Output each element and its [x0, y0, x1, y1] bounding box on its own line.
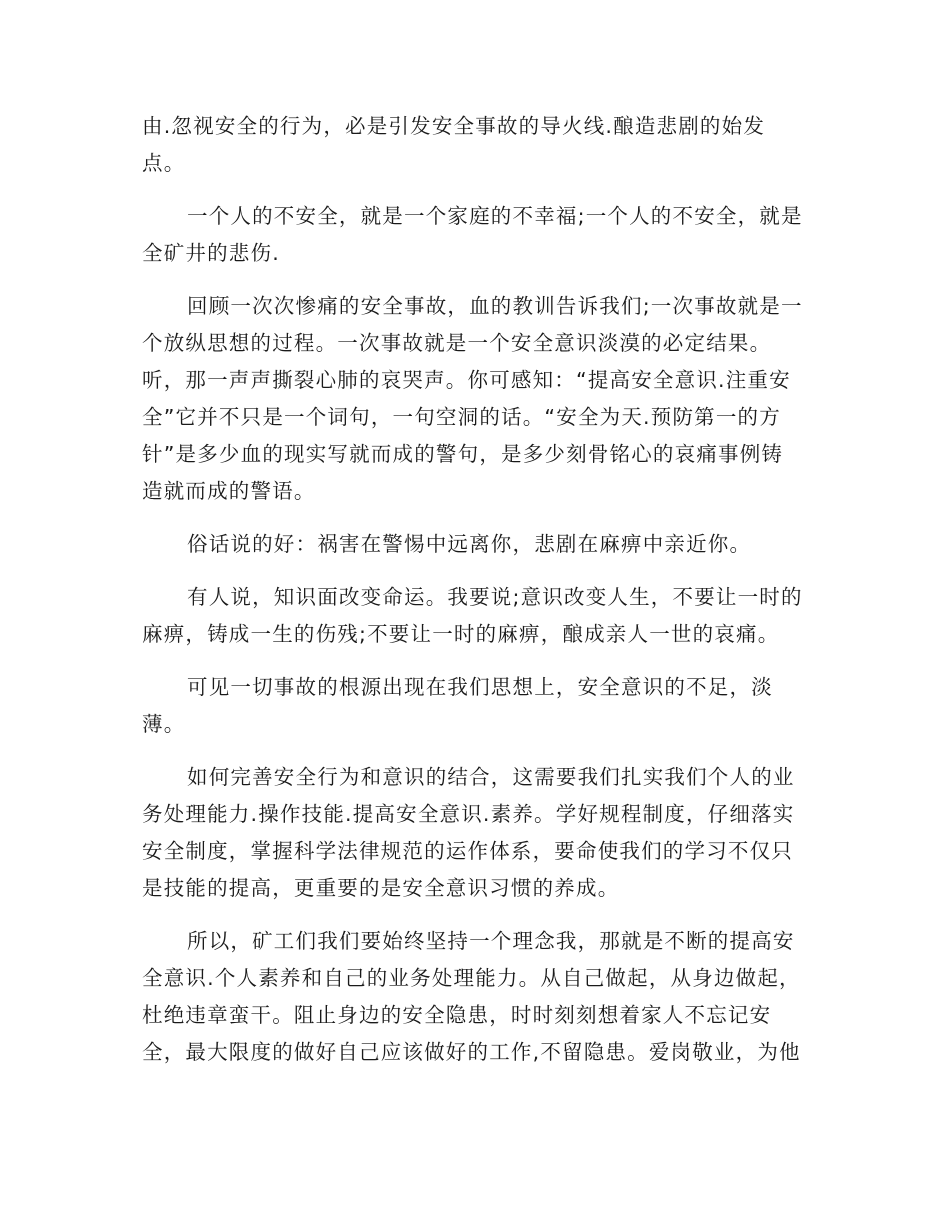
p5-line-1: 有人说，知识面改变命运。我要说;意识改变人生，不要让一时的	[187, 585, 803, 609]
p8-line-3: 杜绝违章蛮干。阻止身边的安全隐患，时时刻刻想着家人不忘记安	[142, 1003, 772, 1027]
p7-line-3: 安全制度，掌握科学法律规范的运作体系，要命使我们的学习不仅只	[142, 839, 793, 863]
p8-line-1: 所以，矿工们我们要始终坚持一个理念我，那就是不断的提高安	[187, 929, 795, 953]
p7-line-1: 如何完善安全行为和意识的结合，这需要我们扎实我们个人的业	[187, 765, 795, 789]
p6-line-1: 可见一切事故的根源出现在我们思想上，安全意识的不足，淡	[187, 675, 773, 699]
p7-line-4: 是技能的提高，更重要的是安全意识习惯的养成。	[142, 876, 620, 900]
p3-line-2: 个放纵思想的过程。一次事故就是一个安全意识淡漠的必定结果。	[142, 331, 772, 355]
p8-line-4: 全，最大限度的做好自己应该做好的工作,不留隐患。爱岗敬业，为他	[142, 1040, 801, 1064]
p1-line-2: 点。	[142, 151, 186, 175]
p2-line-2: 全矿井的悲伤.	[142, 241, 280, 265]
p2-line-1: 一个人的不安全，就是一个家庭的不幸福;一个人的不安全，就是	[187, 204, 803, 228]
p3-line-5: 针”是多少血的现实写就而成的警句，是多少刻骨铭心的哀痛事例铸	[142, 442, 784, 466]
p3-line-1: 回顾一次次惨痛的安全事故，血的教训告诉我们;一次事故就是一	[187, 294, 803, 318]
p1-line-1: 由.忽视安全的行为，必是引发安全事故的导火线.酿造悲剧的始发	[142, 114, 766, 138]
p3-line-4: 全”它并不只是一个词句，一句空洞的话。“安全为天.预防第一的方	[142, 405, 781, 429]
p7-line-2: 务处理能力.操作技能.提高安全意识.素养。学好规程制度，仔细落实	[142, 802, 795, 826]
p4-line-1: 俗话说的好：祸害在警惕中远离你，悲剧在麻痹中亲近你。	[187, 532, 752, 556]
p5-line-2: 麻痹，铸成一生的伤残;不要让一时的麻痹，酿成亲人一世的哀痛。	[142, 622, 780, 646]
p3-line-3: 听，那一声声撕裂心肺的哀哭声。你可感知：“提高安全意识.注重安	[142, 368, 791, 392]
p8-line-2: 全意识.个人素养和自己的业务处理能力。从自己做起，从身边做起，	[142, 966, 801, 990]
p6-line-2: 薄。	[142, 712, 186, 736]
p3-line-6: 造就而成的警语。	[142, 479, 316, 503]
